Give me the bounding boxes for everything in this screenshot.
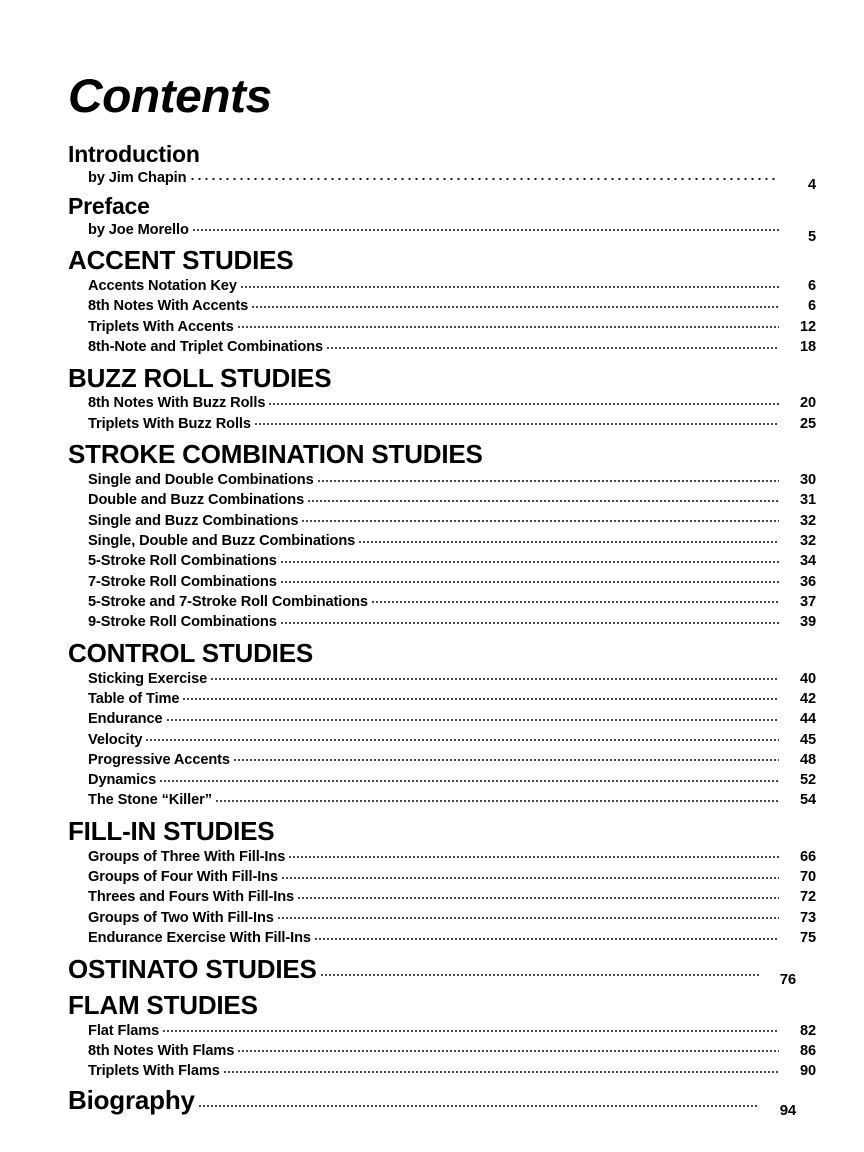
- dot-leader: [192, 219, 779, 234]
- toc-entry-label: Endurance Exercise With Fill-Ins: [88, 930, 311, 947]
- toc-entry-label: Groups of Four With Fill-Ins: [88, 869, 279, 886]
- toc-entry-label: Sticking Exercise: [88, 670, 208, 687]
- dot-leader: [371, 591, 779, 606]
- page-number: 75: [799, 930, 816, 947]
- toc-entry[interactable]: [68, 1020, 816, 1040]
- toc-entry[interactable]: [68, 490, 816, 510]
- section-heading-buzz-roll-studies: [68, 364, 796, 393]
- dot-leader: [301, 510, 779, 525]
- toc-entry[interactable]: [68, 887, 816, 907]
- toc-entry[interactable]: [68, 1040, 816, 1060]
- toc-entry[interactable]: [68, 470, 816, 490]
- page-number: 72: [799, 889, 816, 906]
- section-heading-label: Preface: [68, 192, 150, 219]
- toc-entry[interactable]: [68, 551, 816, 571]
- page-number: 44: [799, 711, 816, 728]
- dot-leader: [307, 490, 779, 505]
- dot-leader: [314, 927, 779, 942]
- section-heading-label: BUZZ ROLL STUDIES: [68, 362, 332, 393]
- dot-leader: [145, 729, 779, 744]
- dot-leader: [317, 470, 779, 485]
- section-heading-label: CONTROL STUDIES: [68, 637, 313, 668]
- page-number: 20: [799, 395, 816, 412]
- toc-entry[interactable]: [68, 571, 816, 591]
- dot-leader: [237, 316, 779, 331]
- page-number: 32: [799, 512, 816, 529]
- toc-entry-label: Single and Buzz Combinations: [88, 512, 299, 529]
- dot-leader: [162, 1020, 779, 1035]
- toc-section-list: [68, 141, 816, 1119]
- dot-leader: [240, 276, 779, 291]
- page-number: 86: [799, 1042, 816, 1059]
- dot-leader: [280, 551, 779, 566]
- section-heading-label: ACCENT STUDIES: [68, 245, 294, 276]
- toc-entry[interactable]: [68, 729, 816, 749]
- toc-entry-label: Table of Time: [88, 690, 180, 707]
- page-number: 5: [807, 228, 816, 245]
- toc-entry-label: 9-Stroke Roll Combinations: [88, 614, 277, 631]
- dot-leader: [280, 571, 779, 586]
- page-number: 32: [799, 533, 816, 550]
- page-number: 82: [799, 1022, 816, 1039]
- dot-leader: [277, 907, 779, 922]
- toc-entry-label: Dynamics: [88, 772, 157, 789]
- page-number: 18: [799, 339, 816, 356]
- toc-entry[interactable]: [68, 867, 816, 887]
- page-number: 40: [799, 670, 816, 687]
- page-number: 39: [799, 614, 816, 631]
- page-number: 6: [807, 298, 816, 315]
- page-number: 73: [799, 909, 816, 926]
- toc-entry-label: Single, Double and Buzz Combinations: [88, 533, 356, 550]
- section-heading-label: FILL-IN STUDIES: [68, 816, 275, 847]
- section-heading-accent-studies: [68, 246, 796, 275]
- dot-leader: [159, 770, 779, 785]
- toc-entry[interactable]: [68, 770, 816, 790]
- section-heading-preface: [68, 193, 796, 219]
- toc-entry[interactable]: [68, 749, 816, 769]
- toc-entry-label: Double and Buzz Combinations: [88, 492, 305, 509]
- dot-leader: [251, 296, 779, 311]
- page-title: Contents: [68, 69, 272, 122]
- toc-entry[interactable]: [68, 276, 816, 296]
- dot-leader: [320, 957, 759, 978]
- toc-entry[interactable]: [68, 688, 816, 708]
- dot-leader: [237, 1040, 779, 1055]
- toc-entry[interactable]: [68, 530, 816, 550]
- toc-entry-label: Velocity: [88, 731, 143, 748]
- toc-entry[interactable]: [68, 846, 816, 866]
- dot-leader: [254, 413, 779, 428]
- toc-entry-label: by Joe Morello: [88, 221, 189, 238]
- toc-entry-label: Progressive Accents: [88, 751, 230, 768]
- page-number: 34: [799, 553, 816, 570]
- dot-leader: [297, 887, 779, 902]
- toc-entry-label: The Stone “Killer”: [88, 792, 212, 809]
- toc-entry[interactable]: [68, 316, 816, 336]
- page-number: 37: [799, 593, 816, 610]
- toc-entry-label: 8th Notes With Accents: [88, 298, 249, 315]
- toc-entry[interactable]: [68, 709, 816, 729]
- section-heading-label: OSTINATO STUDIES: [68, 953, 317, 984]
- toc-entry-label: 5-Stroke Roll Combinations: [88, 553, 277, 570]
- section-heading-biography: [68, 1084, 796, 1119]
- section-heading-ostinato-studies: [68, 953, 796, 988]
- dot-leader: [210, 668, 779, 683]
- dot-leader: [280, 612, 779, 627]
- dot-leader: [215, 790, 779, 805]
- page-number: 4: [807, 177, 816, 194]
- toc-entry[interactable]: [68, 668, 816, 688]
- section-heading-label: Introduction: [68, 141, 200, 167]
- dot-leader: [223, 1061, 779, 1076]
- toc-entry-label: Flat Flams: [88, 1022, 160, 1039]
- toc-entry[interactable]: [68, 790, 816, 810]
- section-heading-flam-studies: [68, 991, 796, 1020]
- section-heading-control-studies: [68, 639, 796, 668]
- toc-entry-label: 8th Notes With Flams: [88, 1042, 235, 1059]
- page-number: 25: [799, 415, 816, 432]
- page-number: 42: [799, 690, 816, 707]
- toc-entry[interactable]: [68, 612, 816, 632]
- toc-entry-label: 8th Notes With Buzz Rolls: [88, 395, 266, 412]
- section-heading-label: Biography: [68, 1084, 195, 1115]
- dot-leader: [268, 393, 779, 408]
- toc-entry[interactable]: [68, 336, 816, 356]
- dot-leader: [233, 749, 779, 764]
- toc-entry[interactable]: [68, 167, 816, 194]
- page-number: 76: [779, 970, 796, 988]
- toc-entry-label: 7-Stroke Roll Combinations: [88, 573, 277, 590]
- toc-entry[interactable]: [68, 219, 816, 245]
- page-number: 90: [799, 1063, 816, 1080]
- page-number: 30: [799, 472, 816, 489]
- section-heading-stroke-combination-studies: [68, 440, 796, 469]
- toc-entry-label: Accents Notation Key: [88, 278, 237, 295]
- page-number: 70: [799, 869, 816, 886]
- dot-leader: [358, 530, 779, 545]
- toc-entry-label: Endurance: [88, 711, 163, 728]
- toc-entry-label: 5-Stroke and 7-Stroke Roll Combinations: [88, 593, 368, 610]
- section-heading-introduction: [68, 141, 796, 167]
- dot-leader: [189, 167, 779, 182]
- page-number: 45: [799, 731, 816, 748]
- toc-entry-label: 8th-Note and Triplet Combinations: [88, 339, 324, 356]
- toc-entry[interactable]: [68, 591, 816, 611]
- toc-entry-label: Single and Double Combinations: [88, 472, 314, 489]
- toc-entry[interactable]: [68, 296, 816, 316]
- page-number: 66: [799, 848, 816, 865]
- toc-entry[interactable]: [68, 1061, 816, 1081]
- section-heading-label: STROKE COMBINATION STUDIES: [68, 439, 483, 470]
- page-number: 52: [799, 772, 816, 789]
- page-number: 12: [799, 318, 816, 335]
- toc-entry-label: by Jim Chapin: [88, 170, 187, 187]
- page-number: 48: [799, 751, 816, 768]
- dot-leader: [288, 846, 779, 861]
- dot-leader: [198, 1088, 759, 1109]
- toc-entry-label: Triplets With Accents: [88, 318, 234, 335]
- toc-entry[interactable]: [68, 413, 816, 433]
- page-number: 54: [799, 792, 816, 809]
- dot-leader: [326, 336, 779, 351]
- toc-entry[interactable]: [68, 927, 816, 947]
- toc-entry-label: Threes and Fours With Fill-Ins: [88, 889, 295, 906]
- dot-leader: [182, 688, 779, 703]
- dot-leader: [166, 709, 779, 724]
- section-heading-label: FLAM STUDIES: [68, 989, 258, 1020]
- toc-entry-label: Triplets With Buzz Rolls: [88, 415, 251, 432]
- page-number: 31: [799, 492, 816, 509]
- toc-entry[interactable]: [68, 907, 816, 927]
- page-number: 6: [807, 278, 816, 295]
- dot-leader: [281, 867, 779, 882]
- toc-entry-label: Groups of Two With Fill-Ins: [88, 909, 274, 926]
- toc-entry-label: Groups of Three With Fill-Ins: [88, 848, 286, 865]
- section-heading-fill-in-studies: [68, 817, 796, 846]
- page-number: 36: [799, 573, 816, 590]
- toc-entry[interactable]: [68, 393, 816, 413]
- page-number: 94: [779, 1101, 796, 1119]
- toc-entry-label: Triplets With Flams: [88, 1063, 220, 1080]
- toc-entry[interactable]: [68, 510, 816, 530]
